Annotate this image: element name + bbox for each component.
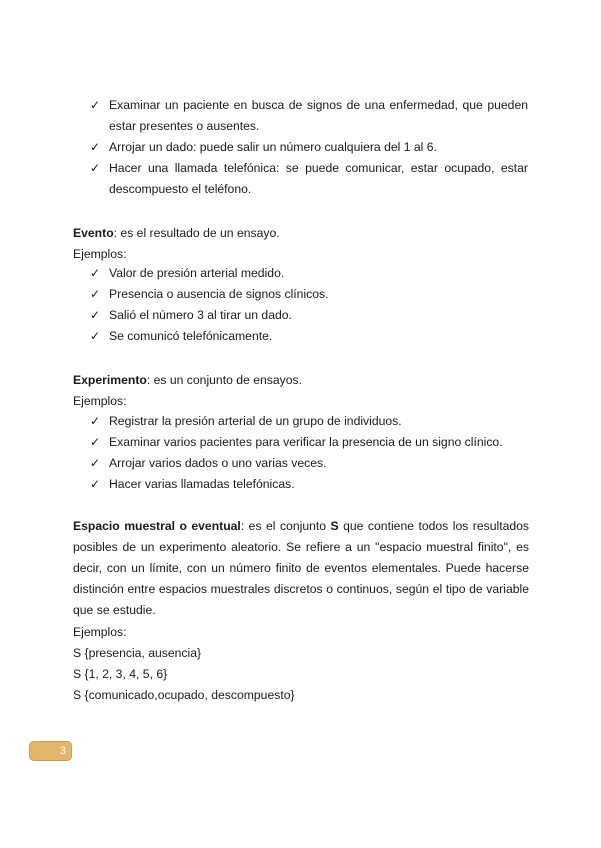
check-icon: ✓ [89, 161, 101, 175]
bullet-text: Arrojar varios dados o uno varias veces. [109, 456, 327, 470]
list-item [88, 137, 528, 158]
check-icon: ✓ [89, 414, 101, 428]
bullet-text: Se comunicó telefónicamente. [109, 329, 273, 343]
page-number: 3 [59, 745, 66, 757]
evento-text: : es el resultado de un ensayo. [113, 226, 280, 240]
espacio-examples-label: Ejemplos: [73, 625, 127, 639]
bullet-text: Registrar la presión arterial de un grupo de individuos. [109, 414, 402, 428]
check-icon: ✓ [89, 435, 101, 449]
list-item [88, 158, 528, 200]
page-number-badge [29, 741, 72, 761]
sample-space-example: S {1, 2, 3, 4, 5, 6} [73, 667, 168, 681]
evento-examples-label: Ejemplos: [73, 247, 127, 261]
experimento-term: Experimento [73, 373, 147, 387]
evento-term: Evento [73, 226, 114, 240]
list-item [88, 474, 528, 495]
list-item [88, 95, 528, 137]
bullet-text: Hacer varias llamadas telefónicas. [109, 477, 295, 491]
list-item [88, 453, 528, 474]
experimento-examples-label: Ejemplos: [73, 394, 127, 408]
list-item [88, 411, 528, 432]
espacio-symbol: S [330, 519, 339, 533]
bullet-text: Examinar varios pacientes para verificar la presencia de un signo clínico. [109, 435, 503, 449]
experimento-example-list [88, 411, 528, 495]
check-icon: ✓ [89, 98, 101, 112]
top-bullet-list [88, 95, 528, 200]
check-icon: ✓ [89, 477, 101, 491]
espacio-text-b: que contiene todos los resultados posibles de un experimento aleatorio. Se refiere a un "espacio muestral finito", es decir, con un límite, con un número finito de eventos elementales. Puede hacerse distinción entre espacios muestrales discretos o continuos, según el tipo de variable que se estudie. [73, 519, 530, 617]
espacio-text-a: : es el conjunto [240, 519, 331, 533]
sample-space-example: S {comunicado,ocupado, descompuesto} [73, 688, 295, 702]
espacio-muestral-paragraph [73, 516, 529, 621]
list-item [88, 326, 528, 347]
list-item [88, 263, 528, 284]
check-icon: ✓ [89, 140, 101, 154]
check-icon: ✓ [89, 308, 101, 322]
bullet-text: Salió el número 3 al tirar un dado. [109, 308, 292, 322]
evento-example-list [88, 263, 528, 347]
list-item [88, 305, 528, 326]
bullet-text: Examinar un paciente en busca de signos de una enfermedad, que pueden estar presentes o ausentes. [109, 98, 528, 133]
check-icon: ✓ [89, 329, 101, 343]
bullet-text: Presencia o ausencia de signos clínicos. [109, 287, 329, 301]
experimento-text: : es un conjunto de ensayos. [146, 373, 302, 387]
check-icon: ✓ [89, 287, 101, 301]
list-item [88, 432, 528, 453]
evento-definition [73, 225, 280, 241]
check-icon: ✓ [89, 266, 101, 280]
espacio-term: Espacio muestral o eventual [73, 519, 241, 533]
bullet-text: Valor de presión arterial medido. [109, 266, 285, 280]
sample-space-example: S {presencia, ausencia} [73, 646, 202, 660]
bullet-text: Hacer una llamada telefónica: se puede comunicar, estar ocupado, estar descompuesto el teléfono. [109, 161, 528, 196]
bullet-text: Arrojar un dado: puede salir un número cualquiera del 1 al 6. [109, 140, 437, 154]
experimento-definition [73, 372, 302, 388]
list-item [88, 284, 528, 305]
check-icon: ✓ [89, 456, 101, 470]
